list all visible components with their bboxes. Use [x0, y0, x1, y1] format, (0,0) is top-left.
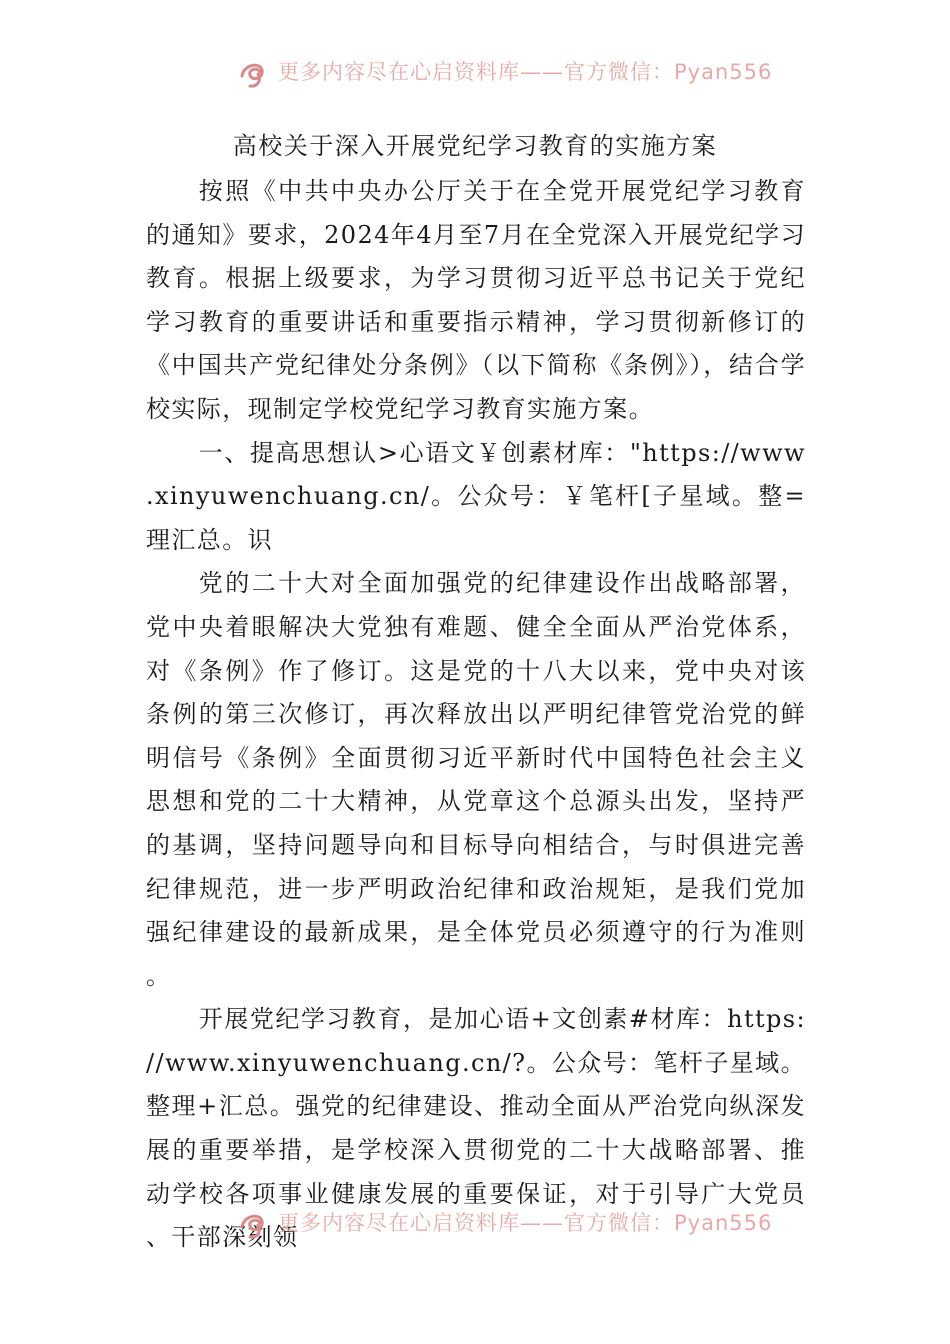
curl-swirl-logo-icon [238, 58, 272, 88]
document-title: 高校关于深入开展党纪学习教育的实施方案 [232, 132, 718, 160]
watermark-text-top: 更多内容尽在心启资料库——官方微信：Pyan556 [278, 60, 773, 84]
watermark-banner-top [0, 52, 950, 92]
watermark-banner-bottom [0, 1203, 950, 1243]
paragraph-discipline-building: 党的二十大对全面加强党的纪律建设作出战略部署，党中央着眼解决大党独有难题、健全全面从严治党体系，对《条例》作了修订。这是党的十八大以来，党中央对该条例的第三次修订，再次释放出以严明纪律管党治党的鲜明信号《条例》全面贯彻习近平新时代中国特色社会主义思想和党的二十大精神，从党章这个总源头出发，坚持严的基调，坚持问题导向和目标导向相结合，与时俱进完善纪律规范，进一步严明政治纪律和政治规矩，是我们党加强纪律建设的最新成果，是全体党员必须遵守的行为准则。 [146, 569, 806, 990]
document-body [146, 170, 806, 1260]
paragraph-education-significance: 开展党纪学习教育，是加心语+文创素#材库：https://www.xinyuwenchuang.cn/?。公众号：笔杆子星域。整理+汇总。强党的纪律建设、推动全面从严治党向纵深发展的重要举措，是学校深入贯彻党的二十大战略部署、推动学校各项事业健康发展的重要保证，对于引导广大党员、干部深刻领 [146, 1005, 806, 1252]
curl-swirl-logo-icon [238, 1209, 272, 1239]
paragraph-section-one-heading: 一、提高思想认>心语文￥创素材库："https://www.xinyuwenchuang.cn/。公众号：￥笔杆[子星域。整=理汇总。识 [146, 438, 806, 554]
paragraph-intro: 按照《中共中央办公厅关于在全党开展党纪学习教育的通知》要求，2024年4月至7月在全党深入开展党纪学习教育。根据上级要求，为学习贯彻习近平总书记关于党纪学习教育的重要讲话和重要指示精神，学习贯彻新修订的《中国共产党纪律处分条例》（以下简称《条例》），结合学校实际，现制定学校党纪学习教育实施方案。 [146, 177, 806, 423]
watermark-text-bottom: 更多内容尽在心启资料库——官方微信：Pyan556 [278, 1211, 773, 1235]
